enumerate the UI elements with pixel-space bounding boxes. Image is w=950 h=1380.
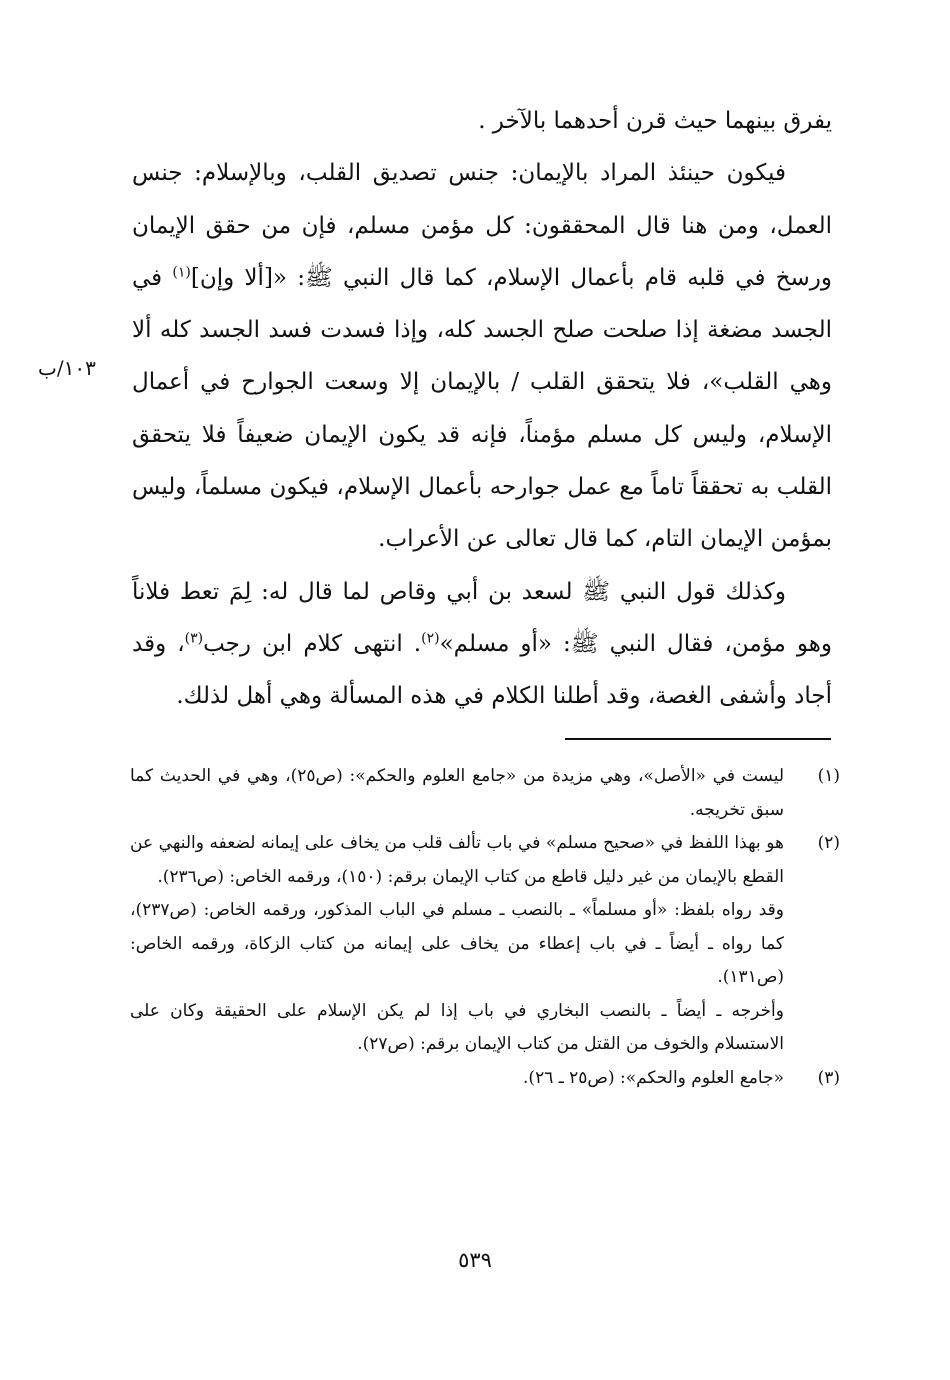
footnote-body	[130, 760, 784, 827]
paragraph-text: وكذلك قول النبي ﷺ لسعد بن أبي وقاص لما قال له: لِمَ تعط فلاناً وهو مؤمن، فقال النبي ﷺ: «أو مسلم»	[132, 578, 832, 657]
main-paragraph	[132, 566, 832, 723]
paragraph-text: ، وقد أجاد وأشفى الغصة، وقد أطلنا الكلام في هذه المسألة وهي أهل لذلك.	[132, 630, 832, 710]
footnote-text: «جامع العلوم والحكم»: (ص٢٥ ـ ٢٦).	[523, 1067, 784, 1088]
paragraph-text: . انتهى كلام ابن رجب	[203, 630, 422, 657]
footnote-text: وقد رواه بلفظ: «أو مسلماً» ـ بالنصب ـ مسلم في الباب المذكور، ورقمه الخاص: (ص٢٣٧)، كما رواه ـ أيضاً ـ في باب إعطاء من يخاف على إيمانه من كتاب الزكاة، ورقمه الخاص: (ص١٣١).	[130, 900, 784, 987]
main-paragraph	[132, 95, 832, 147]
footnote-body	[130, 1062, 784, 1096]
footnote	[130, 760, 840, 827]
footnotes-section	[130, 760, 840, 1095]
main-paragraph	[132, 147, 832, 565]
paragraph-text: فيكون حينئذ المراد بالإيمان: جنس تصديق القلب، وبالإسلام: جنس العمل، ومن هنا قال المحققون: كل مؤمن مسلم، فإن من حقق الإيمان ورسخ في قلبه قام بأعمال الإسلام، كما قال النبي ﷺ: «[ألا وإن]	[132, 160, 832, 291]
footnote-number: (٢)	[817, 833, 840, 853]
footnote-text: هو بهذا اللفظ في «صحيح مسلم» في باب تألف قلب من يخاف على إيمانه لضعفه والنهي عن القطع بالإيمان من غير دليل قاطع من كتاب الإيمان برقم: (١٥٠)، ورقمه الخاص: (ص٢٣٦).	[130, 833, 784, 887]
footnote-text: وأخرجه ـ أيضاً ـ بالنصب البخاري في باب إذا لم يكن الإسلام على الحقيقة وكان على الاستسلام والخوف من القتل من كتاب الإيمان برقم: (ص٢٧).	[130, 1000, 784, 1054]
footnote	[130, 827, 840, 1062]
paragraph-text: في الجسد مضغة إذا صلحت صلح الجسد كله، وإذا فسدت فسد الجسد كله ألا وهي القلب»، فلا يتحقق القلب / بالإيمان إلا وسعت الجوارح في أعمال الإسلام، وليس كل مسلم مؤمناً، فإنه قد يكون الإيمان ضعيفاً فلا يتحقق القلب به تحققاً تاماً مع عمل جوارحه بأعمال الإسلام، فيكون مسلماً، وليس بمؤمن الإيمان التام، كما قال تعالى عن الأعراب.	[132, 264, 832, 553]
footnote-text: ليست في «الأصل»، وهي مزيدة من «جامع العلوم والحكم»: (ص٢٥)، وهي في الحديث كما سبق تخريجه.	[130, 766, 785, 820]
page-number: ٥٣٩	[458, 1248, 492, 1272]
footnote-reference: (٣)	[184, 630, 204, 647]
footnote-number: (١)	[817, 766, 840, 786]
footnote-separator	[565, 738, 831, 740]
footnote-reference: (٢)	[421, 630, 440, 647]
footnote-reference: (١)	[172, 264, 191, 281]
footnote-body	[130, 827, 784, 1062]
footnote	[130, 1062, 840, 1096]
manuscript-folio-note: ١٠٣/ب	[38, 356, 96, 380]
main-text-body	[132, 95, 832, 723]
footnote-number: (٣)	[817, 1067, 840, 1088]
paragraph-text: يفرق بينهما حيث قرن أحدهما بالآخر .	[478, 108, 832, 134]
